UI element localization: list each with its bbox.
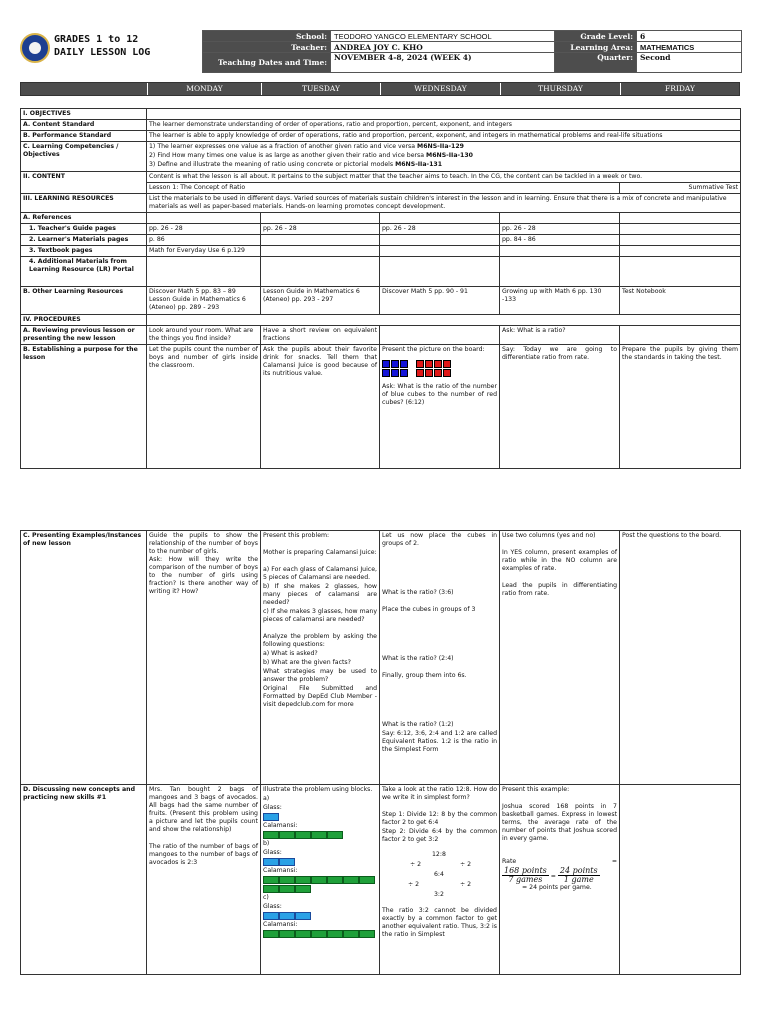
purpose-wed-question: Ask: What is the ratio of the number of blue cubes to the number of red cubes? (6:12) xyxy=(382,383,497,406)
lr-label: 4. Additional Materials from Learning Resource (LR) Portal xyxy=(21,257,147,287)
teacher-label: Teacher: xyxy=(203,42,331,53)
procedures-heading: IV. PROCEDURES xyxy=(21,315,147,326)
document-title: GRADES 1 to 12 DAILY LESSON LOG xyxy=(54,34,151,58)
purpose-wed-intro: Present the picture on the board: xyxy=(382,346,485,353)
presenting-tue-line: Analyze the problem by asking the following questions: xyxy=(263,633,377,648)
day-header-blank xyxy=(21,83,147,95)
teacher-value: ANDREA JOY C. KHO xyxy=(331,42,555,53)
red-cube xyxy=(434,360,442,368)
discussing-wed xyxy=(380,785,500,975)
presenting-wed-line: Say: 6:12, 3:6, 2:4 and 1:2 are called Equivalent Ratios. 1:2 is the ratio in the Simplest Form xyxy=(382,730,497,753)
references-wed xyxy=(380,213,500,224)
blue-cube xyxy=(400,360,408,368)
grade-label: Grade Level: xyxy=(555,31,637,42)
header-info-table xyxy=(202,30,742,73)
denominator: 7 games xyxy=(508,875,543,884)
presenting-tue-line: a) What is asked? xyxy=(263,650,318,657)
rate-equation xyxy=(502,867,617,884)
presenting-wed-line: What is the ratio? (2:4) xyxy=(382,655,454,662)
day-tuesday: TUESDAY xyxy=(261,83,380,95)
divide-label: ÷ 2 xyxy=(460,861,472,868)
discussing-wed-line: The ratio 3:2 cannot be divided exactly by a common factor to get another equivalent ratio. Thus, 3:2 is the ratio in Simplest xyxy=(382,907,497,938)
competency-1: 1) The learner expresses one value as a fraction of another given ratio and vice versa xyxy=(149,143,418,150)
blocks-b-label: b) xyxy=(263,840,270,847)
lm-mon: p. 86 xyxy=(147,235,261,246)
lesson-table-top xyxy=(20,108,741,469)
references-thu xyxy=(500,213,620,224)
day-monday: MONDAY xyxy=(147,83,261,95)
lr-mon xyxy=(147,257,261,287)
presenting-thu-line: Use two columns (yes and no) xyxy=(502,532,596,539)
blocks-a-label: a) xyxy=(263,795,270,802)
denominator: 1 game xyxy=(563,875,594,884)
competency-1-code: M6NS-IIa-129 xyxy=(417,143,464,150)
performance-standard-label: B. Performance Standard xyxy=(21,131,147,142)
glass-blocks xyxy=(263,858,377,866)
discussing-mon-problem: Mrs. Tan bought 2 bags of mangoes and 3 bags of avocados. All bags had the same number of fruits. (Present this problem using a picture and let the pupils count and show the relationship) xyxy=(149,786,258,833)
content-standard-label: A. Content Standard xyxy=(21,120,147,131)
presenting-tue-line: b) If she makes 2 glasses, how many pieces of calamansi are needed? xyxy=(263,583,377,606)
procedures-blank xyxy=(147,315,741,326)
tb-wed xyxy=(380,246,500,257)
day-header-row xyxy=(20,82,740,96)
glass-label: Glass: xyxy=(263,903,282,910)
ratio-3-2: 3:2 xyxy=(434,891,444,898)
blue-cubes xyxy=(382,360,408,377)
tg-tue: pp. 26 - 28 xyxy=(261,224,380,235)
calamansi-blocks xyxy=(263,930,377,938)
tb-tue xyxy=(261,246,380,257)
day-thursday: THURSDAY xyxy=(500,83,620,95)
numerator: 24 points xyxy=(559,866,598,875)
blue-cube xyxy=(382,360,390,368)
blue-cube xyxy=(391,369,399,377)
header xyxy=(20,30,740,76)
rate-equals: = xyxy=(611,858,617,865)
glass-label: Glass: xyxy=(263,804,282,811)
ratio-6-4: 6:4 xyxy=(434,871,444,878)
calamansi-label: Calamansi: xyxy=(263,921,298,928)
divide-label: ÷ 2 xyxy=(408,881,420,888)
deped-seal-icon xyxy=(20,33,50,63)
discussing-thu-line: Joshua scored 168 points in 7 basketball games. Express in lowest terms, the average rate of the number of points that Joshua scored in every game. xyxy=(502,803,617,842)
presenting-tue-line: c) If she makes 3 glasses, how many pieces of calamansi are needed? xyxy=(263,608,377,623)
equals-sign: = xyxy=(550,872,556,880)
numerator: 168 points xyxy=(504,866,547,875)
depedclub-note: Original File Submitted and Formatted by DepEd Club Member - visit depedclub.com for more xyxy=(263,685,377,708)
presenting-wed-line: Finally, group them into 6s. xyxy=(382,672,467,679)
lm-thu: pp. 84 - 86 xyxy=(500,235,620,246)
divide-label: ÷ 2 xyxy=(410,861,422,868)
competency-3: 3) Define and illustrate the meaning of ratio using concrete or pictorial models xyxy=(149,161,396,168)
review-label: A. Reviewing previous lesson or presenting the new lesson xyxy=(21,326,147,345)
tb-thu xyxy=(500,246,620,257)
tg-label: 1. Teacher's Guide pages xyxy=(21,224,147,235)
content-lesson: Lesson 1: The Concept of Ratio xyxy=(147,183,620,194)
presenting-tue-line: Mother is preparing Calamansi Juice: xyxy=(263,549,377,556)
red-cube xyxy=(434,369,442,377)
references-fri xyxy=(620,213,741,224)
discussing-thu-line: Present this example: xyxy=(502,786,570,793)
purpose-tue: Ask the pupils about their favorite drink for snacks. Tell them that Calamansi Juice is good because of its nutritious value. xyxy=(261,345,380,469)
blocks-intro: Illustrate the problem using blocks. xyxy=(263,786,373,793)
discussing-fri xyxy=(620,785,741,975)
glass-label: Glass: xyxy=(263,849,282,856)
purpose-thu: Say: Today we are going to differentiate ratio from rate. xyxy=(500,345,620,469)
grade-value: 6 xyxy=(637,31,742,42)
simplify-diagram xyxy=(382,845,497,899)
tg-wed: pp. 26 - 28 xyxy=(380,224,500,235)
other-thu: Growing up with Math 6 pp. 130 -133 xyxy=(500,287,620,315)
other-resources-label: B. Other Learning Resources xyxy=(21,287,147,315)
area-label: Learning Area: xyxy=(555,42,637,53)
lm-wed xyxy=(380,235,500,246)
other-wed: Discover Math 5 pp. 90 - 91 xyxy=(380,287,500,315)
glass-blocks xyxy=(263,912,377,920)
presenting-tue xyxy=(261,531,380,785)
content-friday: Summative Test xyxy=(620,183,741,194)
blocks-c-label: c) xyxy=(263,894,269,901)
lr-fri xyxy=(620,257,741,287)
tg-mon: pp. 26 - 28 xyxy=(147,224,261,235)
discussing-wed-line: Step 2: Divide 6:4 by the common factor 2 to get 3:2 xyxy=(382,828,497,843)
lm-tue xyxy=(261,235,380,246)
discussing-mon-ratio: The ratio of the number of bags of mangoes to the number of bags of avocados is 2:3 xyxy=(149,843,258,866)
review-fri xyxy=(620,326,741,345)
presenting-mon: Guide the pupils to show the relationship of the number of boys to the number of girls. Ask: How will they write the comparison of the number of boys to the number of girls using fraction? Is there another way of writing it? How? xyxy=(147,531,261,785)
performance-standard: The learner is able to apply knowledge of order of operations, ratio and proportion, percent, exponent, and integers in mathematical problems and real-life situations xyxy=(147,131,741,142)
red-cube xyxy=(443,360,451,368)
review-thu: Ask: What is a ratio? xyxy=(500,326,620,345)
presenting-wed-line: What is the ratio? (3:6) xyxy=(382,589,454,596)
tg-fri xyxy=(620,224,741,235)
competency-3-code: M6NS-IIa-131 xyxy=(395,161,443,168)
lr-wed xyxy=(380,257,500,287)
cube-picture xyxy=(382,360,497,377)
competency-2: 2) Find How many times one value is as large as another given their ratio and vice bersa xyxy=(149,152,427,159)
divide-label: ÷ 2 xyxy=(460,881,472,888)
blue-cube xyxy=(382,369,390,377)
lm-fri xyxy=(620,235,741,246)
presenting-thu-line: In YES column, present examples of ratio while in the NO column are examples of rate. xyxy=(502,549,617,572)
purpose-label: B. Establishing a purpose for the lesson xyxy=(21,345,147,469)
blue-cube xyxy=(400,369,408,377)
presenting-tue-line: a) For each glass of Calamansi Juice, 5 pieces of Calamansi are needed. xyxy=(263,566,377,581)
other-mon: Discover Math 5 pp. 83 – 89 Lesson Guide in Mathematics 6 (Ateneo) pp. 289 - 293 xyxy=(147,287,261,315)
tb-mon: Math for Everyday Use 6 p.129 xyxy=(147,246,261,257)
red-cube xyxy=(416,369,424,377)
lr-thu xyxy=(500,257,620,287)
purpose-fri: Prepare the pupils by giving them the standards in taking the test. xyxy=(620,345,741,469)
references-tue xyxy=(261,213,380,224)
rate-result: = 24 points per game. xyxy=(522,884,592,891)
presenting-thu-line: Lead the pupils in differentiating ratio from rate. xyxy=(502,582,617,597)
calamansi-blocks xyxy=(263,876,377,884)
presenting-wed-line: Let us now place the cubes in groups of 2. xyxy=(382,532,497,547)
presenting-wed xyxy=(380,531,500,785)
day-friday: FRIDAY xyxy=(620,83,739,95)
presenting-tue-line: Present this problem: xyxy=(263,532,330,539)
content-standard: The learner demonstrate understanding of order of operations, ratio and proportion, percent, exponent, and integers xyxy=(147,120,741,131)
quarter-label: Quarter: xyxy=(555,53,637,73)
quarter-value: Second xyxy=(637,53,742,73)
purpose-mon: Let the pupils count the number of boys and number of girls inside the classroom. xyxy=(147,345,261,469)
school-value: TEODORO YANGCO ELEMENTARY SCHOOL xyxy=(331,31,555,42)
objectives-heading: I. OBJECTIVES xyxy=(21,109,147,120)
blue-cube xyxy=(391,360,399,368)
red-cubes xyxy=(416,360,451,377)
discussing-thu xyxy=(500,785,620,975)
competencies-label: C. Learning Competencies / Objectives xyxy=(21,142,147,172)
objectives-blank xyxy=(147,109,741,120)
resources-text: List the materials to be used in different days. Varied sources of materials sustain children's interest in the lesson and in learning. Ensure that there is a mix of concrete and manipulative materials as well as paper-based materials. Hands-on learning promotes concept development. xyxy=(147,194,741,213)
tg-thu: pp. 26 - 28 xyxy=(500,224,620,235)
red-cube xyxy=(425,360,433,368)
references-label: A. References xyxy=(21,213,147,224)
calamansi-blocks xyxy=(263,831,377,839)
presenting-wed-line: What is the ratio? (1:2) xyxy=(382,721,454,728)
content-text: Content is what the lesson is all about. It pertains to the subject matter that the teacher aims to teach. In the CG, the content can be tackled in a week or two. xyxy=(147,172,741,183)
ratio-12-8: 12:8 xyxy=(432,851,446,858)
dates-value: NOVEMBER 4-8, 2024 (WEEK 4) xyxy=(331,53,555,73)
dates-label: Teaching Dates and Time: xyxy=(203,53,331,73)
lesson-table-bottom xyxy=(20,530,741,975)
presenting-tue-line: b) What are the given facts? xyxy=(263,659,351,666)
calamansi-label: Calamansi: xyxy=(263,822,298,829)
tb-fri xyxy=(620,246,741,257)
red-cube xyxy=(425,369,433,377)
discussing-mon xyxy=(147,785,261,975)
review-tue: Have a short review on equivalent fractions xyxy=(261,326,380,345)
presenting-label: C. Presenting Examples/Instances of new lesson xyxy=(21,531,147,785)
day-wednesday: WEDNESDAY xyxy=(380,83,500,95)
discussing-label: D. Discussing new concepts and practicing new skills #1 xyxy=(21,785,147,975)
fraction-1 xyxy=(502,867,549,884)
purpose-wed xyxy=(380,345,500,469)
lm-label: 2. Learner's Materials pages xyxy=(21,235,147,246)
other-fri: Test Notebook xyxy=(620,287,741,315)
resources-heading: III. LEARNING RESOURCES xyxy=(21,194,147,213)
discussing-wed-line: Take a look at the ratio 12:8. How do we write it in simplest form? xyxy=(382,786,497,801)
review-wed xyxy=(380,326,500,345)
rate-label: Rate xyxy=(502,858,517,865)
area-value: MATHEMATICS xyxy=(637,42,742,53)
calamansi-blocks xyxy=(263,885,377,893)
lr-tue xyxy=(261,257,380,287)
red-cube xyxy=(416,360,424,368)
references-mon xyxy=(147,213,261,224)
calamansi-label: Calamansi: xyxy=(263,867,298,874)
discussing-tue xyxy=(261,785,380,975)
competency-2-code: M6NS-IIa-130 xyxy=(426,152,473,159)
review-mon: Look around your room. What are the things you find inside? xyxy=(147,326,261,345)
content-heading: II. CONTENT xyxy=(21,172,147,194)
discussing-wed-line: Step 1: Divide 12: 8 by the common factor 2 to get 6:4 xyxy=(382,811,497,826)
school-label: School: xyxy=(203,31,331,42)
red-cube xyxy=(443,369,451,377)
presenting-wed-line: Place the cubes in groups of 3 xyxy=(382,606,476,613)
competencies xyxy=(147,142,741,172)
fraction-2 xyxy=(558,867,600,884)
presenting-tue-line: What strategies may be used to answer the problem? xyxy=(263,668,377,683)
presenting-thu xyxy=(500,531,620,785)
other-tue: Lesson Guide in Mathematics 6 (Ateneo) pp. 293 - 297 xyxy=(261,287,380,315)
tb-label: 3. Textbook pages xyxy=(21,246,147,257)
presenting-fri: Post the questions to the board. xyxy=(620,531,741,785)
glass-blocks xyxy=(263,813,377,821)
